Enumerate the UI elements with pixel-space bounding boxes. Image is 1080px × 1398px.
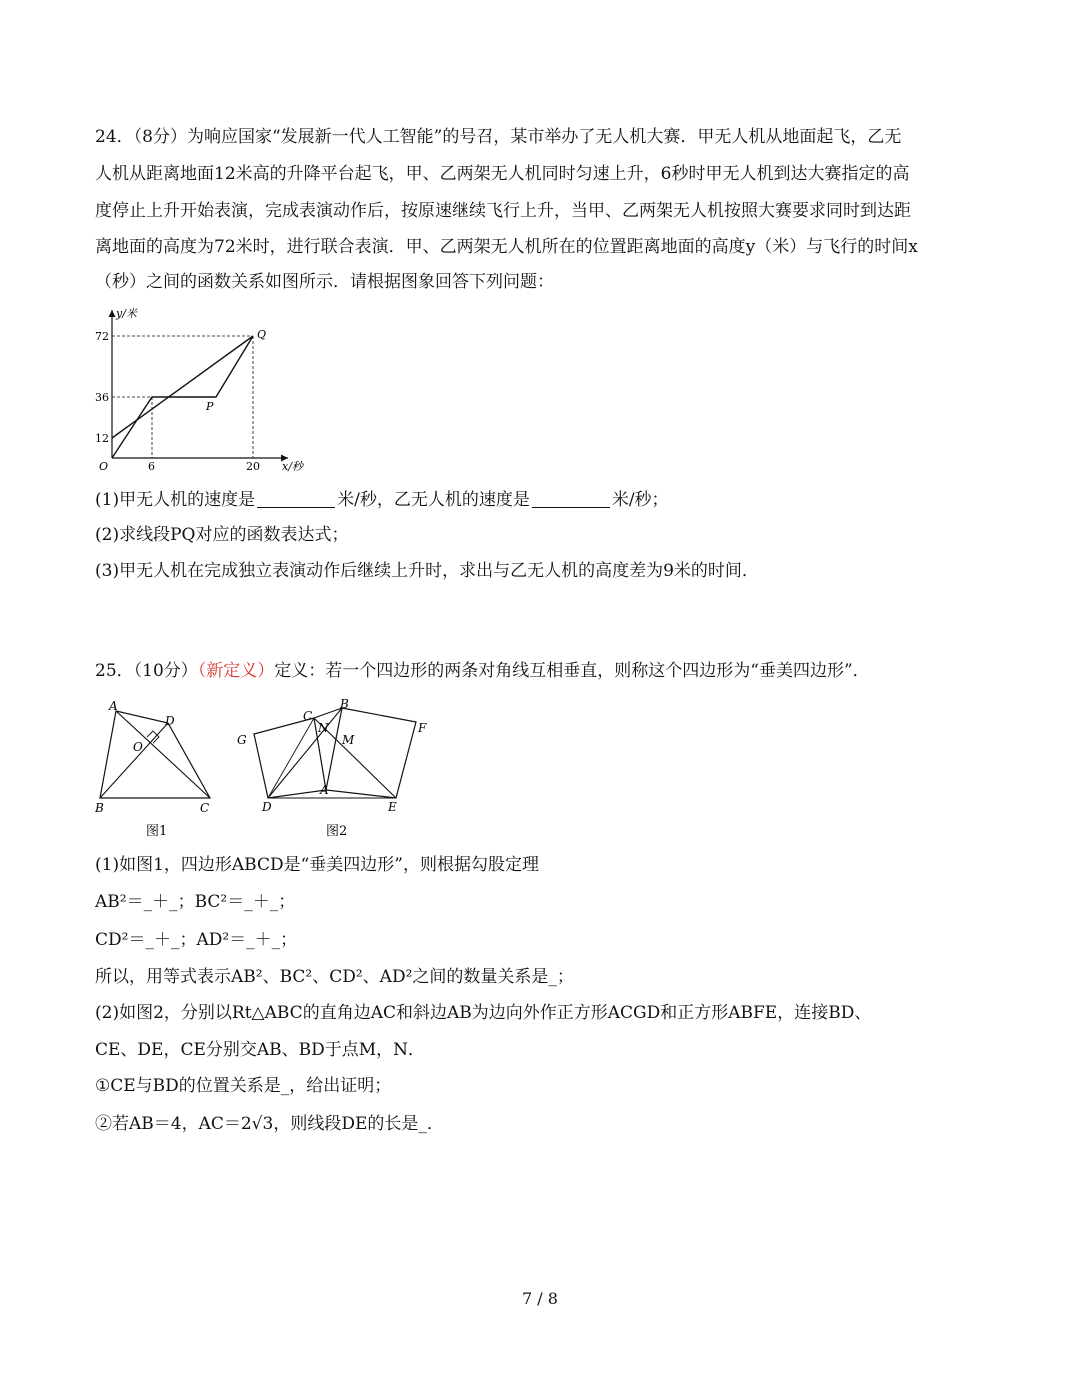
fig2-label-n: N [318, 721, 329, 735]
fig2-label-g: G [237, 733, 247, 747]
fig1-label-b: B [95, 801, 104, 815]
fig2-label-c: C [303, 709, 313, 723]
diag-ac [116, 711, 210, 798]
q25-sub1-cd-ad: CD²＝_＋_；AD²＝_＋_； [95, 930, 298, 950]
fig1-caption: 图1 [146, 824, 168, 839]
point-q-label: Q [257, 328, 267, 341]
diag-bd [100, 723, 168, 798]
fig2-caption: 图2 [326, 824, 348, 839]
y-axis-label: y/米 [116, 307, 137, 320]
page-number: 7 / 8 [522, 1289, 558, 1308]
q25-sub2-part-2: ②若AB＝4，AC＝2√3，则线段DE的长是_． [95, 1114, 444, 1134]
fig2-label-f: F [418, 721, 427, 735]
fig1-label-d: D [165, 714, 175, 728]
square-acgd [254, 718, 326, 798]
x-axis-label: x/秒 [282, 460, 303, 473]
origin-label: O [99, 460, 109, 473]
fig2-label-b: B [340, 697, 349, 711]
q25-figure-1 [88, 697, 228, 842]
q25-sub2-line-2: CE、DE，CE分别交AB、BD于点M，N． [95, 1040, 426, 1060]
q25-sub1-relation: 所以，用等式表示AB²、BC²、CD²、AD²之间的数量关系是_； [95, 967, 574, 987]
q24-sub2: (2)求线段PQ对应的函数表达式； [95, 525, 349, 545]
q25-sub1-intro: (1)如图1，四边形ABCD是“垂美四边形”，则根据勾股定理 [95, 855, 539, 875]
q25-figure-2 [230, 694, 440, 842]
q25-tag: （新定义） [197, 661, 275, 681]
fig2-label-m: M [342, 733, 355, 747]
fig2-label-a: A [320, 783, 329, 797]
quad-abcd [100, 711, 210, 798]
q24-graph [90, 300, 320, 480]
point-p-label: P [206, 400, 214, 413]
q25-definition: 定义：若一个四边形的两条对角线互相垂直，则称这个四边形为“垂美四边形”． [274, 661, 870, 681]
answer-blank-jia[interactable] [257, 491, 335, 508]
q24-line-4: 离地面的高度为72米时，进行联合表演．甲、乙两架无人机所在的位置距离地面的高度y（米）与飞行的时间x [95, 237, 918, 257]
x-tick-20: 20 [246, 460, 260, 473]
fig2-label-d: D [262, 800, 272, 814]
q25-sub1-ab-bc: AB²＝_＋_；BC²＝_＋_； [95, 892, 296, 912]
plane-yi-line [112, 336, 253, 438]
y-tick-12: 12 [95, 432, 109, 445]
q25-header [95, 660, 870, 682]
y-tick-36: 36 [95, 391, 109, 404]
q24-sub1-part-b: 米/秒，乙无人机的速度是 [337, 490, 530, 510]
q24-sub1 [95, 489, 669, 511]
q24-sub1-part-a: (1)甲无人机的速度是 [95, 490, 256, 510]
q25-sub2-part-1: ①CE与BD的位置关系是_，给出证明； [95, 1076, 392, 1096]
q24-line-1: 24．（8分）为响应国家“发展新一代人工智能”的号召，某市举办了无人机大赛．甲无人机从地面起飞，乙无 [95, 127, 902, 147]
answer-blank-yi[interactable] [532, 491, 610, 508]
q24-sub3: (3)甲无人机在完成独立表演动作后继续上升时，求出与乙无人机的高度差为9米的时间． [95, 561, 759, 581]
q24-sub1-part-c: 米/秒； [611, 490, 669, 510]
x-tick-6: 6 [148, 460, 155, 473]
square-abfe [326, 708, 416, 798]
fig1-label-o: O [133, 740, 143, 754]
fig1-label-c: C [200, 801, 210, 815]
fig1-label-a: A [109, 699, 118, 713]
q25-number: 25．（10分） [95, 661, 198, 681]
fig2-label-e: E [388, 800, 397, 814]
q24-line-2: 人机从距离地面12米高的升降平台起飞，甲、乙两架无人机同时匀速上升，6秒时甲无人机到达大赛指定的高 [95, 164, 910, 184]
y-tick-72: 72 [95, 330, 109, 343]
seg-cd-diag [268, 718, 314, 798]
q25-sub2-line-1: (2)如图2，分别以Rt△ABC的直角边AC和斜边AB为边向外作正方形ACGD和正方形ABFE，连接BD、 [95, 1003, 872, 1023]
q24-line-3: 度停止上升开始表演，完成表演动作后，按原速继续飞行上升，当甲、乙两架无人机按照大赛要求同时到达距 [95, 201, 911, 221]
q24-line-5: （秒）之间的函数关系如图所示．请根据图象回答下列问题： [95, 272, 554, 292]
